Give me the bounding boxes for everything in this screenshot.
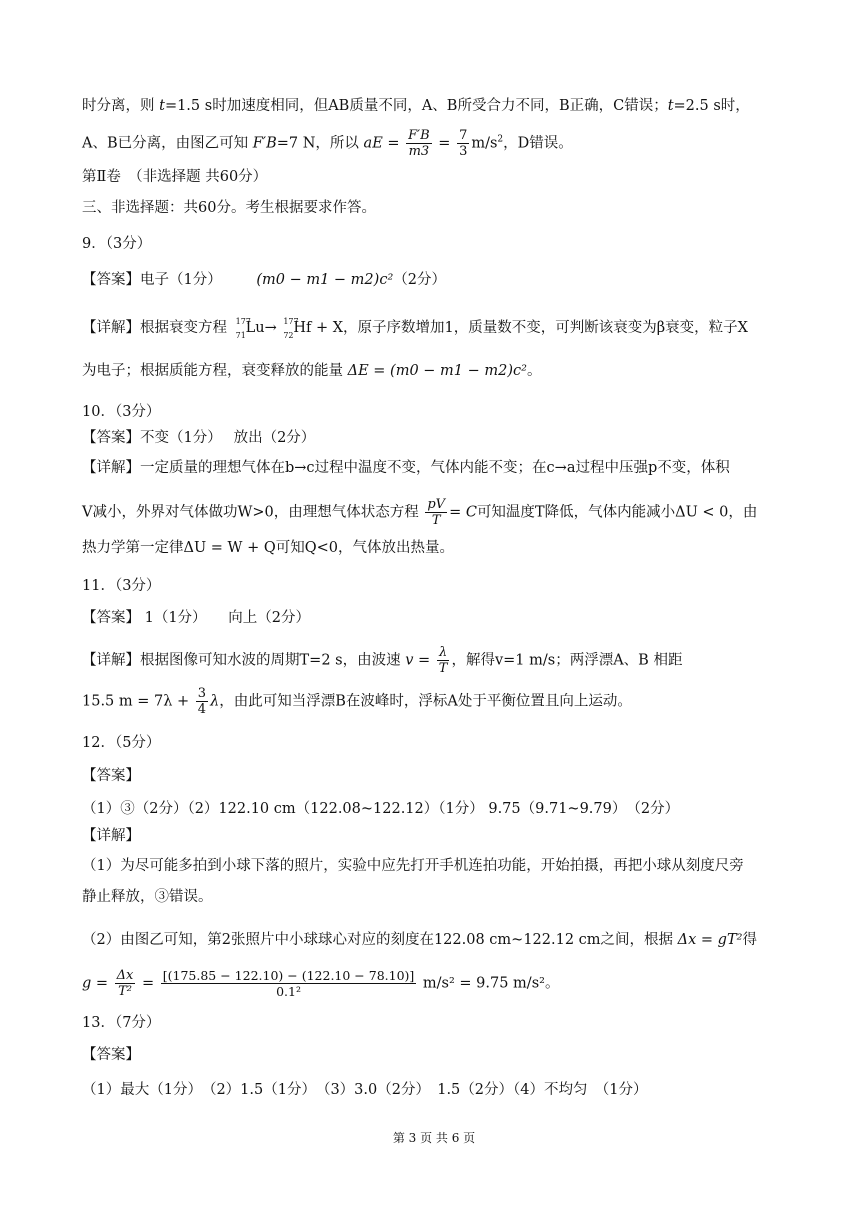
text: ，解得v=1 m/s；两浮漂A、B 相距: [451, 652, 683, 669]
text: 【答案】电子（1分）: [82, 272, 222, 288]
question-number: 11．（3分）: [82, 578, 161, 594]
math-expr: = C: [449, 504, 477, 521]
fraction: $\frac{\lambda}{T}$: [438, 645, 448, 676]
nuclide-lu: 177 71 Lu→: [235, 317, 277, 340]
math-expr: aE =: [363, 135, 400, 152]
text-line: [82, 96, 750, 116]
text: 【详解】根据图像可知水波的周期T=2 s，由波速: [82, 652, 401, 669]
detail-line: [82, 968, 559, 999]
text: =1.5 s时加速度相同，但AB质量不同，A、B所受合力不同，B正确，C错误；: [164, 98, 668, 114]
question-number: 9．（3分）: [82, 236, 152, 252]
math-op: =: [438, 135, 451, 152]
math-var: λ: [210, 693, 220, 710]
text: （2分）: [393, 272, 446, 288]
math-expr: Δx = gT²: [677, 932, 743, 948]
superscript: 2: [497, 134, 504, 145]
text: 为电子；根据质能方程，衰变释放的能量: [82, 363, 343, 379]
text: =7 N，所以: [276, 135, 359, 152]
nuclide-hf: 177 72 Hf + X: [283, 317, 344, 340]
math-expr: (m0 − m1 − m2)c²: [256, 272, 394, 288]
question-number: 12．（5分）: [82, 735, 161, 751]
detail-line: [82, 361, 541, 381]
fraction: $\frac{\Delta x}{\text{T²}}$: [116, 968, 134, 999]
text: 15.5 m = 7λ +: [82, 693, 190, 710]
detail-line: [82, 318, 748, 338]
text: 。: [526, 363, 542, 379]
text-line: [82, 128, 573, 159]
detail-line: [82, 497, 757, 528]
detail-line: 热力学第一定律ΔU = W + Q可知Q<0，气体放出热量。: [82, 540, 454, 556]
text: m/s: [471, 135, 498, 152]
text: V减小，外界对气体做功W>0，由理想气体状态方程: [82, 504, 419, 521]
text: ，由此可知当浮漂B在波峰时，浮标A处于平衡位置且向上运动。: [219, 693, 632, 710]
math-var: t: [667, 98, 674, 114]
detail-label: 【详解】: [82, 828, 140, 844]
fraction: $\frac{F'B}{m3}$: [408, 128, 430, 159]
math-var: t: [159, 98, 165, 114]
math-op: =: [142, 975, 155, 992]
answer-line: 【答案】 1（1分） 向上（2分）: [82, 610, 311, 626]
answer-line: 【答案】不变（1分） 放出（2分）: [82, 430, 316, 446]
question-number: 13．（7分）: [82, 1015, 161, 1031]
answer-line: （1）③（2分）（2）122.10 cm（122.08~122.12）（1分） 9.75（9.71~9.79） （2分）: [82, 801, 680, 817]
detail-line: 【详解】一定质量的理想气体在b→c过程中温度不变，气体内能不变；在c→a过程中压强p不变，体积: [82, 460, 730, 476]
text: 【详解】根据衰变方程: [82, 320, 227, 336]
question-number: 10．（3分）: [82, 404, 161, 420]
section-heading: 第Ⅱ卷 （非选择题 共60分）: [82, 169, 268, 185]
text: =2.5 s时，: [673, 98, 750, 114]
text: 时分离，则: [82, 98, 155, 114]
answer-label: 【答案】: [82, 1047, 140, 1063]
text: （2）由图乙可知，第2张照片中小球球心对应的刻度在122.08 cm~122.12 cm之间，根据: [82, 932, 674, 948]
math-expr: v =: [405, 652, 431, 669]
text: ，原子序数增加1，质量数不变，可判断该衰变为β衰变，粒子X: [343, 320, 748, 336]
math-expr: g =: [82, 975, 109, 992]
fraction: $\frac{3}{4}$: [197, 686, 207, 717]
text: 可知温度T降低，气体内能减小ΔU < 0，由: [476, 504, 758, 521]
text: ，D错误。: [503, 135, 573, 152]
detail-line: [82, 645, 682, 676]
answer-line: [82, 270, 446, 290]
math-expr: ΔE =: [347, 363, 386, 379]
text: m/s² = 9.75 m/s²。: [422, 975, 560, 992]
detail-line: [82, 686, 632, 717]
fraction: $\frac{pV}{T}$: [427, 497, 446, 528]
detail-line: （1）为尽可能多拍到小球下落的照片，实验中应先打开手机连拍功能，开始拍摄，再把小球从刻度尺旁: [82, 858, 744, 874]
section-heading: 三、非选择题：共60分。考生根据要求作答。: [82, 200, 376, 216]
math-expr: (m0 − m1 − m2)c²: [390, 363, 527, 379]
page-footer: 第 3 页 共 6 页: [392, 1131, 476, 1145]
text: A、B已分离，由图乙可知: [82, 135, 249, 152]
fraction: $\frac{7}{3}$: [459, 128, 468, 159]
fraction: $\frac{[(175.85 - 122.10) - (122.10 - 78.10)]}{\text{0.1²}}$: [162, 968, 415, 999]
detail-line: 静止释放，③错误。: [82, 889, 213, 905]
math-var: F′B: [252, 135, 277, 152]
answer-line: （1）最大（1分） （2）1.5（1分） （3）3.0（2分） 1.5（2分）（4）不均匀 （1分）: [82, 1082, 648, 1098]
text: 得: [742, 932, 757, 948]
answer-label: 【答案】: [82, 768, 140, 784]
detail-line: [82, 930, 757, 950]
